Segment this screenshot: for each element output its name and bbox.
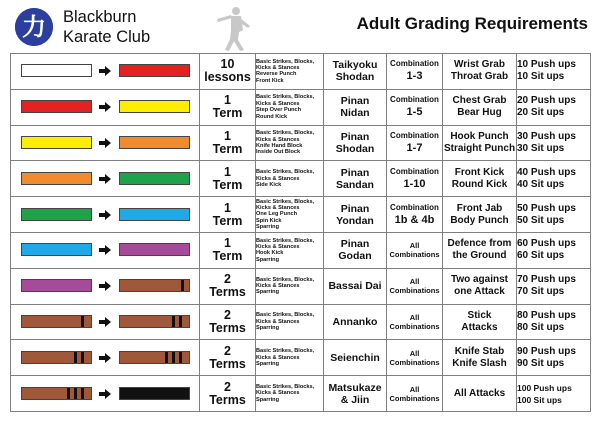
from-belt [21, 351, 92, 364]
kata-line: Yondan [336, 214, 374, 227]
kata-line: Matsukaze [328, 381, 382, 394]
skill-line: Sparring [256, 396, 280, 403]
skill-line: Basic Strikes, Blocks, [256, 58, 315, 65]
belt-stripe [179, 352, 183, 363]
grading-table-body [11, 54, 591, 412]
belt-progression [11, 340, 200, 376]
defence-cell [443, 376, 517, 412]
defence-line: Knife Slash [452, 357, 507, 369]
skill-line: Kicks & Stances [256, 354, 300, 361]
kata-cell [324, 268, 387, 304]
kata-line: Pinan [340, 202, 370, 215]
skill-line: Kicks & Stances [256, 390, 300, 397]
skill-line: Sparring [256, 224, 280, 231]
kata-line: Sandan [336, 178, 374, 191]
skill-line: Sparring [256, 289, 280, 296]
combination-cell [387, 161, 443, 197]
belt-stripe [74, 352, 78, 363]
duration-cell [200, 89, 256, 125]
duration-line: 1 [224, 93, 231, 108]
kata-cell [324, 197, 387, 233]
combination-label: All [409, 312, 420, 322]
belt-progression [11, 268, 200, 304]
duration-cell [200, 54, 256, 90]
from-belt [21, 136, 92, 149]
skills-cell [256, 125, 324, 161]
skill-line: Step Over Punch [256, 107, 302, 114]
kata-line: Pinan [340, 238, 370, 251]
combination-label: All [409, 348, 420, 358]
skills-cell [256, 376, 324, 412]
combination-value: Combinations [389, 321, 440, 331]
skills-cell [256, 268, 324, 304]
duration-cell [200, 376, 256, 412]
defence-cell [443, 340, 517, 376]
skill-line: Kicks & Stances [256, 318, 300, 325]
combination-cell [387, 268, 443, 304]
duration-line: 1 [224, 164, 231, 179]
fitness-line: 80 Sit ups [517, 321, 565, 333]
duration-line: Term [212, 141, 243, 156]
skill-line: Basic Strikes, Blocks, [256, 130, 315, 137]
defence-line: Defence from [447, 238, 512, 250]
to-belt [119, 387, 190, 400]
grade-row [11, 197, 591, 233]
grade-row [11, 125, 591, 161]
fitness-line: 100 Push ups [517, 382, 572, 393]
from-belt [21, 243, 92, 256]
duration-cell [200, 197, 256, 233]
skill-line: Basic Strikes, Blocks, [256, 169, 315, 176]
skill-line: Basic Strikes, Blocks, [256, 312, 315, 319]
skills-cell [256, 197, 324, 233]
skill-line: Basic Strikes, Blocks, [256, 383, 315, 390]
defence-line: Chest Grab [452, 95, 507, 107]
logo-kanji-icon [15, 8, 53, 46]
defence-line: Hook Punch [450, 130, 509, 142]
skill-line: Basic Strikes, Blocks, [256, 198, 315, 205]
skills-cell [256, 340, 324, 376]
fitness-line: 60 Push ups [517, 238, 576, 250]
kata-cell [324, 54, 387, 90]
belt-progression [11, 376, 200, 412]
kata-cell [324, 304, 387, 340]
skill-line: Hook Kick [256, 250, 284, 257]
duration-line: 2 [224, 343, 231, 358]
belt-progression [11, 125, 200, 161]
fitness-line: 20 Push ups [517, 95, 576, 107]
club-name-line1: Blackburn [63, 8, 137, 26]
skill-line: Side Kick [256, 181, 282, 188]
defence-line: Straight Punch [443, 142, 516, 154]
from-belt [21, 387, 92, 400]
combination-label: Combination [390, 95, 439, 105]
fitness-line: 80 Push ups [517, 309, 576, 321]
defence-line: Front Jab [456, 202, 503, 214]
defence-line: Throat Grab [450, 71, 509, 83]
duration-line: 1 [224, 128, 231, 143]
defence-line: Body Punch [450, 214, 509, 226]
duration-line: 1 [224, 236, 231, 251]
fitness-cell [517, 125, 591, 161]
combination-value: 1-7 [406, 141, 423, 154]
skill-line: Round Kick [256, 113, 288, 120]
fitness-cell [517, 268, 591, 304]
kata-line: Shodan [335, 142, 375, 155]
kata-cell [324, 161, 387, 197]
page-title: Adult Grading Requirements [356, 14, 588, 33]
skill-line: Kicks & Stances [256, 100, 300, 107]
duration-line: Terms [209, 392, 246, 407]
belt-stripe [81, 316, 85, 327]
to-belt [119, 64, 190, 77]
from-belt [21, 64, 92, 77]
defence-cell [443, 268, 517, 304]
combination-cell [387, 304, 443, 340]
combination-value: Combinations [389, 357, 440, 367]
kata-line: & Jiin [340, 393, 370, 406]
to-belt [119, 100, 190, 113]
fitness-line: 40 Push ups [517, 166, 576, 178]
belt-stripe [172, 352, 176, 363]
kata-cell [324, 125, 387, 161]
defence-line: Two against [450, 274, 509, 286]
kata-line: Annanko [332, 315, 378, 328]
to-belt [119, 279, 190, 292]
grade-row [11, 161, 591, 197]
skill-line: Spin Kick [256, 217, 282, 224]
fitness-line: 50 Push ups [517, 202, 576, 214]
skill-line: Kicks & Stances [256, 64, 300, 71]
fitness-cell [517, 89, 591, 125]
fitness-cell [517, 376, 591, 412]
skill-line: Basic Strikes, Blocks, [256, 276, 315, 283]
club-name [63, 7, 183, 47]
combination-label: All [409, 384, 420, 394]
grade-row [11, 268, 591, 304]
club-name-line2: Karate Club [63, 28, 151, 46]
defence-cell [443, 54, 517, 90]
duration-line: lessons [204, 70, 251, 85]
combination-label: All [409, 241, 420, 251]
skill-line: Basic Strikes, Blocks, [256, 94, 315, 101]
belt-stripe [179, 316, 183, 327]
combination-cell [387, 125, 443, 161]
combination-cell [387, 232, 443, 268]
club-logo [15, 8, 53, 46]
kata-cell [324, 89, 387, 125]
skill-line: Sparring [256, 325, 280, 332]
skills-cell [256, 54, 324, 90]
kata-line: Nidan [340, 107, 370, 120]
duration-cell [200, 161, 256, 197]
defence-line: Bear Hug [457, 107, 502, 119]
duration-cell [200, 268, 256, 304]
fitness-cell [517, 232, 591, 268]
kata-cell [324, 340, 387, 376]
defence-line: the Ground [452, 250, 507, 262]
skills-cell [256, 304, 324, 340]
from-belt [21, 100, 92, 113]
fitness-cell [517, 161, 591, 197]
defence-cell [443, 125, 517, 161]
combination-label: All [409, 277, 420, 287]
skill-line: Kicks & Stances [256, 136, 300, 143]
combination-cell [387, 197, 443, 233]
fitness-line: 90 Sit ups [517, 357, 565, 369]
duration-line: 2 [224, 307, 231, 322]
belt-progression [11, 161, 200, 197]
kata-line: Pinan [340, 166, 370, 179]
kata-line: Shodan [335, 71, 375, 84]
belt-stripe [67, 388, 71, 399]
duration-line: Term [212, 249, 243, 264]
grade-row [11, 304, 591, 340]
fitness-line: 70 Sit ups [517, 286, 565, 298]
defence-cell [443, 304, 517, 340]
skill-line: Kicks & Stances [256, 282, 300, 289]
fitness-line: 30 Sit ups [517, 142, 565, 154]
combination-label: Combination [390, 166, 439, 176]
combination-label: Combination [390, 59, 439, 69]
belt-progression [11, 54, 200, 90]
skill-line: Kicks & Stances [256, 243, 300, 250]
kata-line: Pinan [340, 95, 370, 108]
skills-cell [256, 232, 324, 268]
defence-line: Knife Stab [454, 345, 505, 357]
grade-row [11, 232, 591, 268]
grade-row [11, 89, 591, 125]
grade-row [11, 376, 591, 412]
skill-line: Sparring [256, 360, 280, 367]
defence-line: Wrist Grab [454, 59, 505, 71]
header [0, 0, 600, 52]
belt-progression [11, 89, 200, 125]
fitness-line: 60 Sit ups [517, 250, 565, 262]
to-belt [119, 351, 190, 364]
kata-cell [324, 376, 387, 412]
combination-cell [387, 376, 443, 412]
skill-line: Front Kick [256, 77, 284, 84]
fitness-line: 30 Push ups [517, 130, 576, 142]
skills-cell [256, 89, 324, 125]
belt-stripe [81, 388, 85, 399]
combination-value: Combinations [389, 393, 440, 403]
duration-cell [200, 232, 256, 268]
karateka-silhouette-icon [214, 6, 254, 52]
fitness-cell [517, 304, 591, 340]
duration-line: 2 [224, 379, 231, 394]
skill-line: Sparring [256, 256, 280, 263]
to-belt [119, 172, 190, 185]
duration-line: 10 [220, 57, 235, 72]
defence-line: one Attack [454, 286, 505, 298]
duration-cell [200, 125, 256, 161]
kata-line: Pinan [340, 130, 370, 143]
fitness-line: 20 Sit ups [517, 107, 565, 119]
belt-progression [11, 304, 200, 340]
combination-value: 1-10 [403, 177, 426, 190]
fitness-line: 10 Push ups [517, 59, 576, 71]
defence-cell [443, 197, 517, 233]
from-belt [21, 208, 92, 221]
duration-line: Term [212, 213, 243, 228]
svg-text:力: 力 [22, 13, 46, 41]
duration-line: Terms [209, 320, 246, 335]
fitness-line: 40 Sit ups [517, 178, 565, 190]
skill-line: One Leg Punch [256, 211, 298, 218]
combination-value: 1b & 4b [394, 213, 435, 226]
grade-row [11, 54, 591, 90]
defence-line: Round Kick [451, 178, 508, 190]
to-belt [119, 208, 190, 221]
defence-line: All Attacks [453, 387, 506, 399]
kata-line: Godan [338, 250, 372, 263]
belt-stripe [81, 352, 85, 363]
from-belt [21, 172, 92, 185]
fitness-line: 90 Push ups [517, 345, 576, 357]
fitness-line: 100 Sit ups [517, 394, 562, 405]
skill-line: Reverse Punch [256, 71, 297, 78]
defence-cell [443, 89, 517, 125]
duration-cell [200, 340, 256, 376]
combination-label: Combination [390, 202, 439, 212]
belt-progression [11, 197, 200, 233]
defence-line: Front Kick [454, 166, 505, 178]
kata-line: Seienchin [330, 351, 380, 364]
fitness-line: 70 Push ups [517, 274, 576, 286]
skill-line: Basic Strikes, Blocks, [256, 237, 315, 244]
fitness-cell [517, 197, 591, 233]
belt-stripe [165, 352, 169, 363]
combination-cell [387, 340, 443, 376]
skill-line: Kicks & Stances [256, 175, 300, 182]
to-belt [119, 243, 190, 256]
duration-line: 1 [224, 200, 231, 215]
duration-cell [200, 304, 256, 340]
fitness-cell [517, 340, 591, 376]
duration-line: Term [212, 177, 243, 192]
skills-cell [256, 161, 324, 197]
belt-progression [11, 232, 200, 268]
skill-line: Basic Strikes, Blocks, [256, 348, 315, 355]
duration-line: Term [212, 106, 243, 121]
grading-table [10, 53, 591, 412]
from-belt [21, 279, 92, 292]
defence-line: Attacks [461, 321, 498, 333]
grade-row [11, 340, 591, 376]
to-belt [119, 136, 190, 149]
belt-stripe [74, 388, 78, 399]
to-belt [119, 315, 190, 328]
from-belt [21, 315, 92, 328]
defence-line: Stick [467, 309, 492, 321]
defence-cell [443, 161, 517, 197]
combination-cell [387, 54, 443, 90]
skill-line: Knife Hand Block [256, 142, 303, 149]
combination-value: 1-3 [406, 70, 423, 83]
skill-line: Inside Out Block [256, 149, 301, 156]
duration-line: Terms [209, 285, 246, 300]
combination-value: Combinations [389, 286, 440, 296]
defence-cell [443, 232, 517, 268]
fitness-line: 10 Sit ups [517, 71, 565, 83]
kata-line: Bassai Dai [328, 280, 382, 293]
kata-cell [324, 232, 387, 268]
kata-line: Taikyoku [332, 59, 378, 72]
duration-line: 2 [224, 272, 231, 287]
combination-cell [387, 89, 443, 125]
duration-line: Terms [209, 356, 246, 371]
belt-stripe [181, 280, 185, 291]
combination-label: Combination [390, 130, 439, 140]
fitness-cell [517, 54, 591, 90]
belt-stripe [172, 316, 176, 327]
combination-value: 1-5 [406, 106, 423, 119]
skill-line: Kicks & Stances [256, 204, 300, 211]
fitness-line: 50 Sit ups [517, 214, 565, 226]
combination-value: Combinations [389, 250, 440, 260]
